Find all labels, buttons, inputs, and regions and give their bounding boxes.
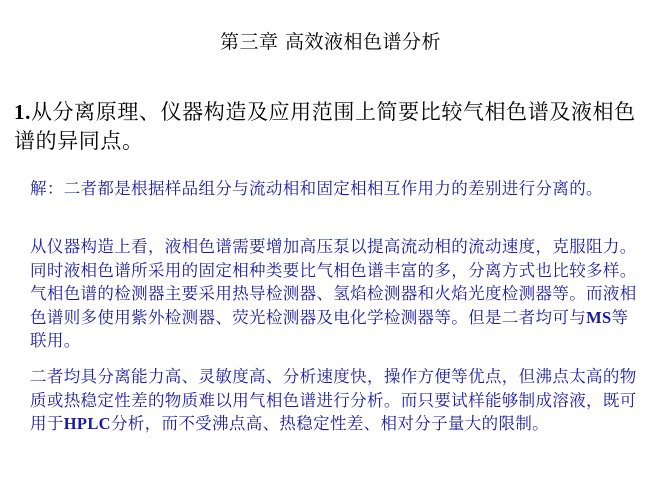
- answer-p2-ms: MS: [586, 307, 612, 327]
- answer-p2-text-2: 等联用。: [30, 307, 629, 350]
- question: [14, 98, 644, 156]
- answer-p3-text-1: 二者均具分离能力高、灵敏度高、分析速度快，操作方便等优点，但沸点太高的物质或热稳定性差的物质难以用气相色谱进行分析。而只要试样能够制成溶液，既可用于: [30, 367, 637, 433]
- chapter-title: 第三章 高效液相色谱分析: [219, 31, 442, 53]
- answer-paragraph-2: [30, 235, 642, 353]
- question-text: 从分离原理、仪器构造及应用范围上简要比较气相色谱及液相色谱的异同点。: [14, 100, 636, 153]
- question-number: 1.: [14, 100, 31, 124]
- answer-p3-hplc: HPLC: [63, 414, 111, 433]
- answer-paragraph-3: [30, 365, 642, 436]
- answer-p3-text-2: 分析，而不受沸点高、热稳定性差、相对分子量大的限制。: [110, 414, 550, 433]
- answer-p2-text-1: 从仪器构造上看，液相色谱需要增加高压泵以提高流动相的流动速度，克服阻力。同时液相色谱所采用的固定相种类要比气相色谱丰富的多，分离方式也比较多样。气相色谱的检测器主要采用热导检测器、氢焰检测器和火焰光度检测器等。而液相色谱则多使用紫外检测器、荧光检测器及电化学检测器等。但是二者均可与: [30, 237, 637, 327]
- answer-paragraph-1: 解：二者都是根据样品组分与流动相和固定相相互作用力的差别进行分离的。: [30, 179, 603, 198]
